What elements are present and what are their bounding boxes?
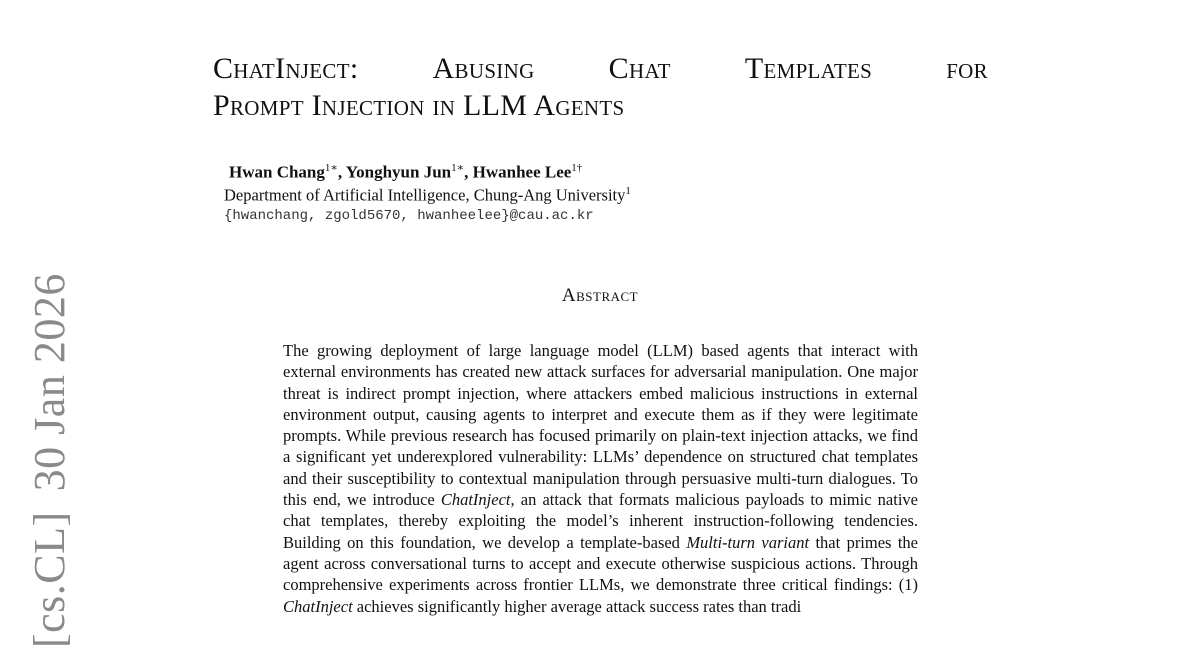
author-mark: 1† [571, 162, 583, 174]
abstract-text: , an attack that formats malicious payloads to mimic native chat templates, thereby exploiting the model’s inherent instruction-following tendencies. Building on this foundation, we develop a template-based [283, 490, 918, 552]
author-emails: {hwanchang, zgold5670, hwanheelee}@cau.ac.kr [224, 208, 594, 224]
abstract-body [283, 340, 918, 617]
arxiv-date: 30 Jan 2026 [25, 273, 74, 492]
title-line-1 [213, 50, 988, 87]
abstract-heading: Abstract [561, 285, 639, 306]
abstract-text: achieves significantly higher average attack success rates than tradi [352, 596, 802, 616]
abstract-emphasis: Multi-turn variant [686, 532, 810, 552]
author-name: Hwan Chang [229, 162, 325, 182]
affiliation-mark: 1 [625, 185, 631, 197]
title-word: ChatInject: [213, 52, 359, 85]
abstract-emphasis: ChatInject [440, 490, 511, 510]
abstract-text: The growing deployment of large language model (LLM) based agents that interact with external environments has created new attack surfaces for adversarial manipulation. One major threat is indirect prompt injection, where attackers embed malicious instructions in external environment output, causing agents to interpret and execute them as if they were legitimate prompts. While previous research has focused primarily on plain-text injection attacks, we find a significant yet underexplored vulnerability: LLMs’ dependence on structured chat templates and their susceptibility to contextual manipulation through persuasive multi-turn dialogues. To this end, we introduce [283, 341, 918, 510]
author-name: Hwanhee Lee [472, 162, 572, 182]
author-mark: 1∗ [324, 162, 338, 174]
abstract-text: that primes the agent across conversational turns to accept and execute otherwise suspicious actions. Through comprehensive experiments across frontier LLMs, we demonstrate three critical findings: (1) [283, 532, 918, 595]
title-word: Templates [744, 52, 873, 85]
paper-title [213, 50, 988, 124]
affiliation [224, 185, 631, 206]
author-name: Yonghyun Jun [345, 162, 452, 182]
author-mark: 1∗ [451, 162, 465, 174]
title-word: Chat [608, 52, 671, 85]
affiliation-text: Department of Artificial Intelligence, Chung-Ang University [224, 185, 626, 205]
author-separator: , [337, 162, 346, 182]
title-word: for [946, 52, 988, 85]
title-word: Abusing [432, 52, 535, 85]
abstract-emphasis: ChatInject [283, 596, 353, 616]
author-list [229, 161, 582, 183]
arxiv-category: [cs.CL] [25, 511, 74, 648]
arxiv-side-stamp [24, 253, 75, 648]
author-separator: , [464, 162, 473, 182]
title-line-2: Prompt Injection in LLM Agents [213, 89, 625, 122]
